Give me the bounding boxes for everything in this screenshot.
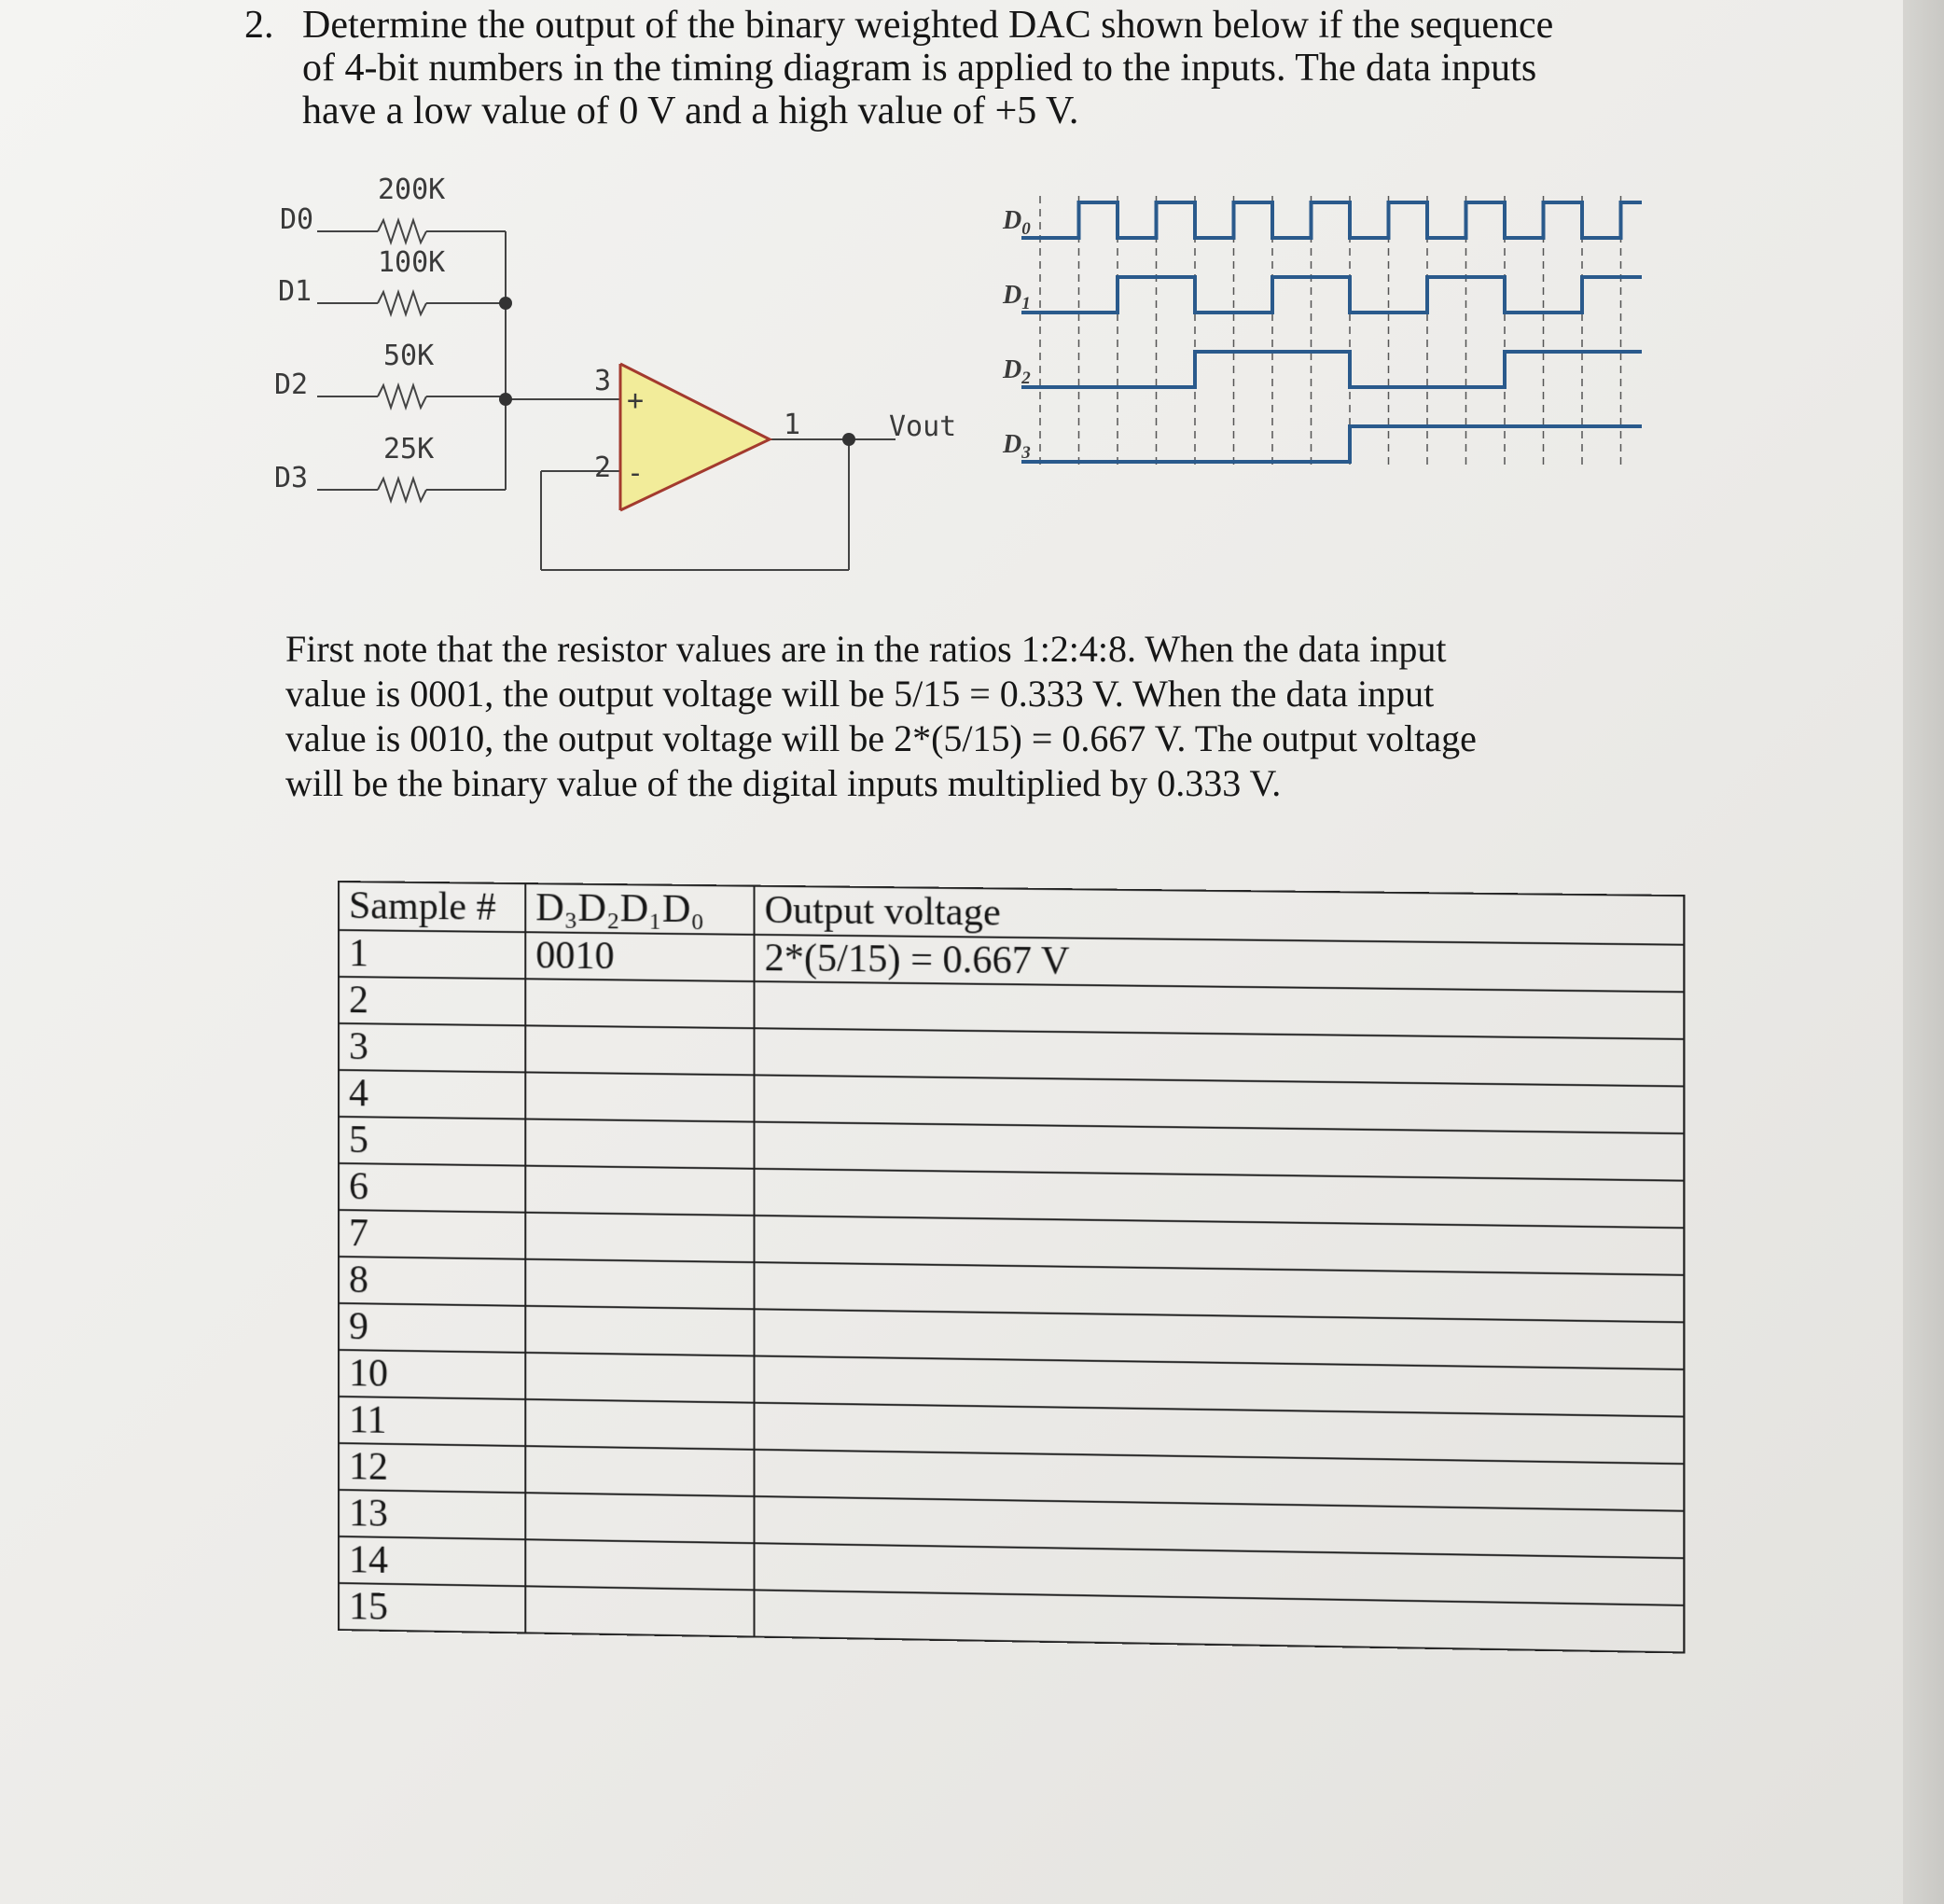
timing-waveform-d1 [1021, 277, 1642, 313]
cell-sample: 11 [339, 1397, 525, 1446]
cell-sample: 7 [339, 1210, 525, 1259]
timing-waveform-d2 [1021, 352, 1642, 387]
cell-sample: 15 [339, 1583, 525, 1633]
cell-sample: 12 [339, 1443, 525, 1493]
question-line: of 4-bit numbers in the timing diagram is applied to the inputs. The data inputs [302, 47, 1537, 90]
explanation-line: value is 0001, the output voltage will be 5/15 = 0.333 V. When the data input [285, 673, 1435, 715]
cell-sample: 1 [339, 930, 525, 979]
input-label-d2: D2 [274, 368, 309, 401]
vout-label: Vout [889, 410, 957, 443]
resistor-r2 [378, 385, 426, 408]
resistor-label-25k: 25K [383, 433, 435, 466]
explanation-line: First note that the resistor values are in the ratios 1:2:4:8. When the data input [285, 628, 1447, 670]
cell-sample: 14 [339, 1536, 525, 1586]
timing-signal-label: $D_0$ [1003, 206, 1031, 239]
cell-bits[interactable] [525, 1259, 754, 1310]
cell-sample: 4 [339, 1070, 525, 1119]
timing-signal-label: $D_2$ [1003, 355, 1031, 388]
resistor-r3 [378, 479, 426, 501]
pin-label-2: 2 [594, 452, 612, 484]
question-line: Determine the output of the binary weighted DAC shown below if the sequence [302, 4, 1554, 47]
cell-sample: 6 [339, 1163, 525, 1213]
dac-circuit-diagram [261, 163, 970, 583]
input-label-d1: D1 [278, 275, 312, 308]
timing-signal-label: $D_3$ [1003, 430, 1031, 463]
timing-diagram [989, 182, 1642, 480]
cell-bits[interactable]: 0010 [525, 932, 754, 981]
timing-signal-label: $D_1$ [1003, 281, 1031, 313]
resistor-r0 [378, 220, 426, 243]
page-edge [1903, 0, 1944, 1904]
junction-dot [499, 297, 512, 310]
question-line: have a low value of 0 V and a high value of +5 V. [302, 90, 1079, 132]
cell-bits[interactable] [525, 1446, 754, 1496]
input-label-d3: D3 [274, 462, 309, 494]
answer-table [338, 881, 1685, 1653]
cell-output-voltage[interactable]: 2*(5/15) = 0.667 V [755, 935, 1685, 992]
cell-bits[interactable] [525, 1213, 754, 1262]
cell-sample: 9 [339, 1303, 525, 1353]
cell-sample: 8 [339, 1257, 525, 1306]
cell-sample: 5 [339, 1117, 525, 1166]
header-sample: Sample # [339, 882, 525, 932]
minus-sign: - [627, 457, 645, 490]
cell-bits[interactable] [525, 1493, 754, 1543]
cell-bits[interactable] [525, 1166, 754, 1216]
plus-sign: + [627, 384, 645, 417]
pin-label-1: 1 [784, 409, 801, 441]
cell-bits[interactable] [525, 1399, 754, 1450]
cell-bits[interactable] [525, 1306, 754, 1356]
explanation-line: value is 0010, the output voltage will be 2*(5/15) = 0.667 V. The output voltage [285, 717, 1477, 759]
input-label-d0: D0 [280, 203, 314, 236]
resistor-label-200k: 200K [378, 174, 446, 206]
cell-bits[interactable] [525, 1119, 754, 1169]
resistor-label-100k: 100K [378, 246, 446, 279]
explanation-block [285, 627, 1610, 806]
question-text [302, 4, 1627, 132]
resistor-label-50k: 50K [383, 340, 435, 372]
cell-sample: 13 [339, 1490, 525, 1539]
junction-dot [499, 393, 512, 406]
timing-waveform-d3 [1021, 426, 1642, 462]
cell-sample: 2 [339, 977, 525, 1025]
question-number: 2. [244, 4, 274, 47]
cell-bits[interactable] [525, 1586, 754, 1636]
cell-sample: 10 [339, 1350, 525, 1399]
junction-dot [842, 433, 855, 446]
header-output-voltage: Output voltage [755, 886, 1685, 945]
pin-label-3: 3 [594, 365, 612, 397]
cell-bits[interactable] [525, 979, 754, 1028]
timing-waveform-d0 [1021, 202, 1642, 238]
explanation-line: will be the binary value of the digital inputs multiplied by 0.333 V. [285, 762, 1282, 804]
resistor-r1 [378, 292, 426, 314]
cell-bits[interactable] [525, 1072, 754, 1121]
header-bits: D₃D₂D₁D₀ [525, 883, 754, 935]
cell-sample: 3 [339, 1023, 525, 1072]
cell-bits[interactable] [525, 1353, 754, 1403]
cell-bits[interactable] [525, 1025, 754, 1075]
cell-bits[interactable] [525, 1539, 754, 1590]
